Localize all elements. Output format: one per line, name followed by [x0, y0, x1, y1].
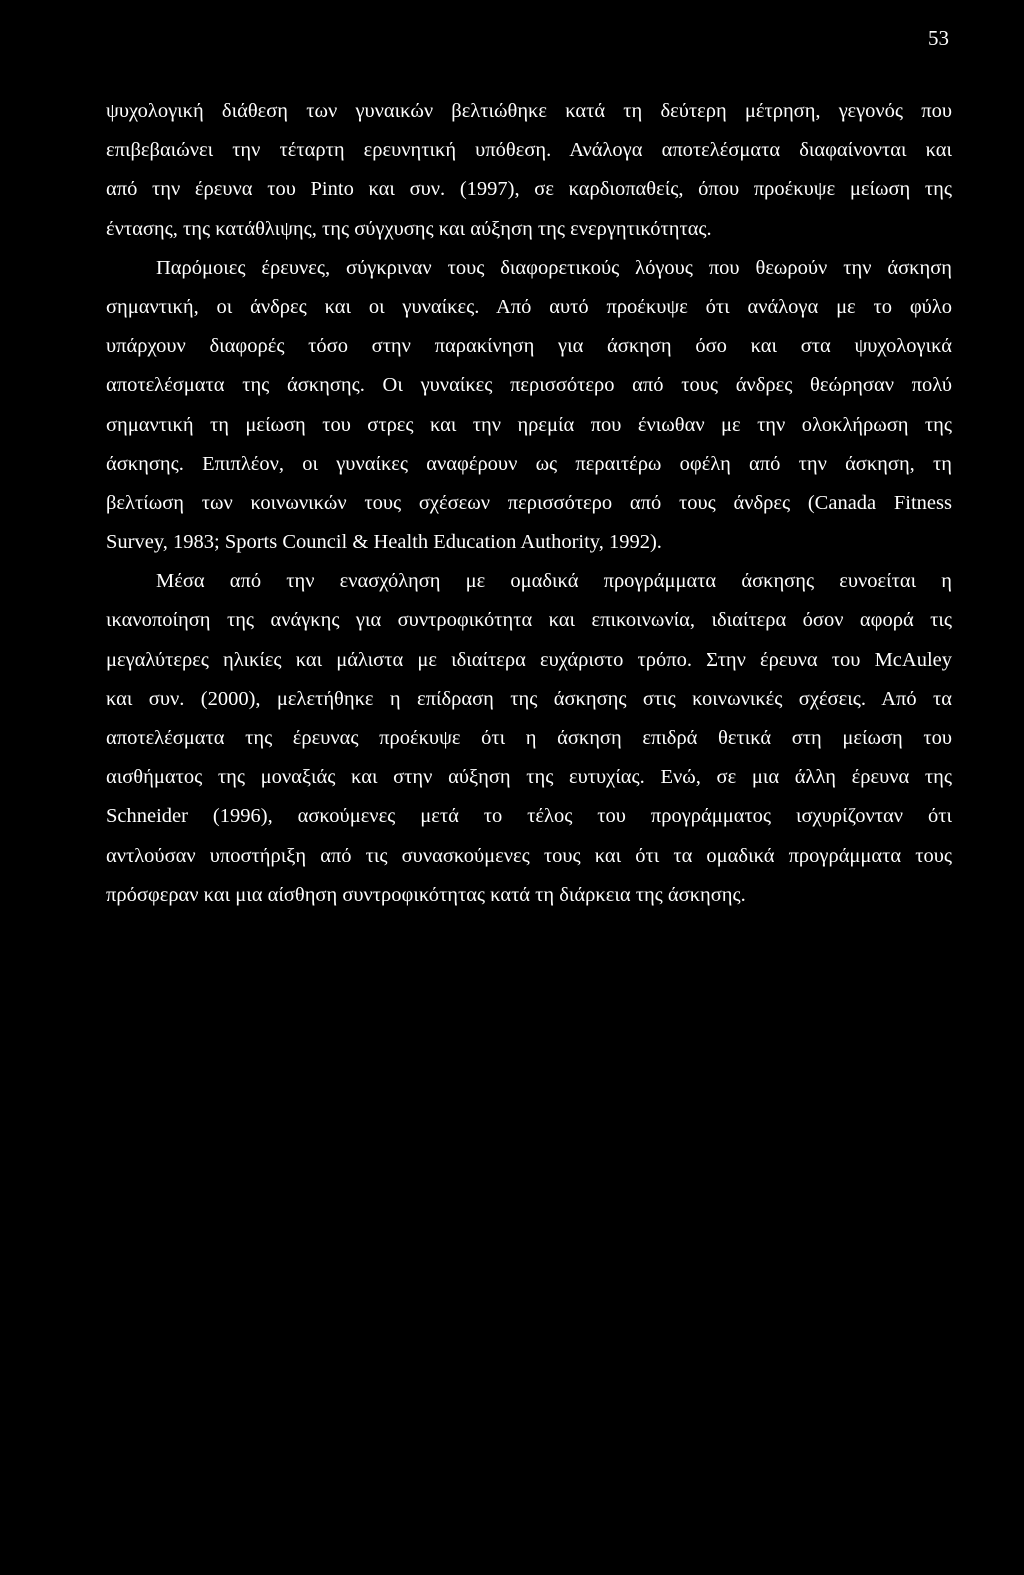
text-line: βελτίωση των κοινωνικών τους σχέσεων περισσότερο από τους άνδρες (Canada Fitness — [106, 491, 952, 514]
paragraph — [106, 92, 952, 249]
text-line: σημαντική, οι άνδρες και οι γυναίκες. Από αυτό προέκυψε ότι ανάλογα με το φύλο — [106, 295, 952, 318]
text-line: μεγαλύτερες ηλικίες και μάλιστα με ιδιαίτερα ευχάριστο τρόπο. Στην έρευνα του McAuley — [106, 648, 952, 671]
text-line: υπάρχουν διαφορές τόσο στην παρακίνηση για άσκηση όσο και στα ψυχολογικά — [106, 335, 952, 358]
text-line: και συν. (2000), μελετήθηκε η επίδραση της άσκησης στις κοινωνικές σχέσεις. Από τα — [106, 687, 952, 710]
text-line: ικανοποίηση της ανάγκης για συντροφικότητα και επικοινωνία, ιδιαίτερα όσον αφορά τις — [106, 609, 952, 632]
text-line: Παρόμοιες έρευνες, σύγκριναν τους διαφορετικούς λόγους που θεωρούν την άσκηση — [156, 256, 952, 279]
body-text — [106, 92, 952, 915]
text-line: Μέσα από την ενασχόληση με ομαδικά προγράμματα άσκησης ευνοείται η — [156, 570, 952, 593]
text-line: σημαντική τη μείωση του στρες και την ηρεμία που ένιωθαν με την ολοκλήρωση της — [106, 413, 952, 436]
text-line: έντασης, της κατάθλιψης, της σύγχυσης και αύξηση της ενεργητικότητας. — [106, 217, 712, 240]
text-line: Survey, 1983; Sports Council & Health Education Authority, 1992). — [106, 531, 662, 554]
text-line: από την έρευνα του Pinto και συν. (1997), σε καρδιοπαθείς, όπου προέκυψε μείωση της — [106, 178, 952, 201]
text-line: πρόσφεραν και μια αίσθηση συντροφικότητας κατά τη διάρκεια της άσκησης. — [106, 883, 746, 906]
page-number: 53 — [928, 26, 949, 50]
paragraph — [106, 249, 952, 563]
text-line: επιβεβαιώνει την τέταρτη ερευνητική υπόθεση. Ανάλογα αποτελέσματα διαφαίνονται και — [106, 139, 952, 162]
text-line: αισθήματος της μοναξιάς και στην αύξηση της ευτυχίας. Ενώ, σε μια άλλη έρευνα της — [106, 766, 952, 789]
text-line: ψυχολογική διάθεση των γυναικών βελτιώθηκε κατά τη δεύτερη μέτρηση, γεγονός που — [106, 100, 952, 122]
text-line: αποτελέσματα της άσκησης. Οι γυναίκες περισσότερο από τους άνδρες θεώρησαν πολύ — [106, 374, 952, 397]
text-line: άσκησης. Επιπλέον, οι γυναίκες αναφέρουν ως περαιτέρω οφέλη από την άσκηση, τη — [106, 452, 952, 475]
text-line: αντλούσαν υποστήριξη από τις συνασκούμενες τους και ότι τα ομαδικά προγράμματα τους — [106, 844, 952, 867]
text-line: Schneider (1996), ασκούμενες μετά το τέλος του προγράμματος ισχυρίζονταν ότι — [106, 805, 952, 828]
text-line: αποτελέσματα της έρευνας προέκυψε ότι η άσκηση επιδρά θετικά στη μείωση του — [106, 727, 952, 749]
paragraph — [106, 562, 952, 915]
